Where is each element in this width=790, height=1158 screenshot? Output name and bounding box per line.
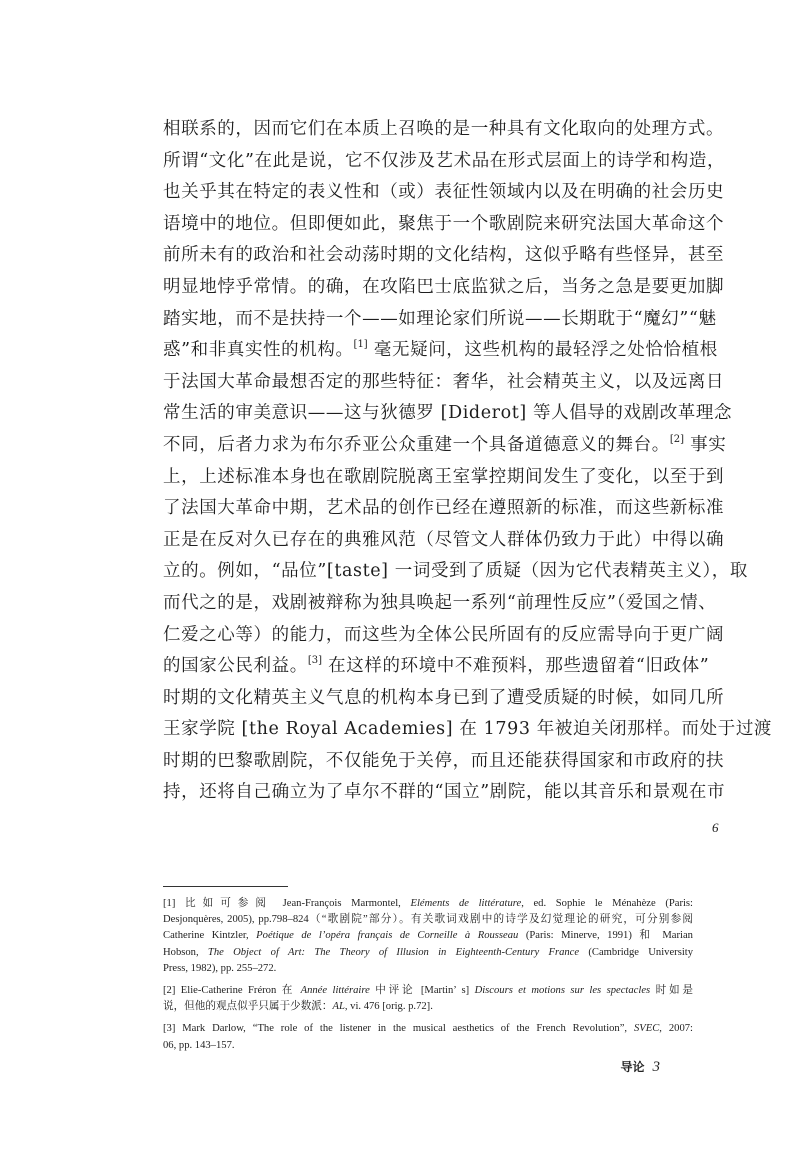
text-line: 了法国大革命中期，艺术品的创作已经在遵照新的标准，而这些新标准 — [163, 498, 725, 519]
note-text: , vi. 476 [orig. p.72]. — [344, 1001, 433, 1013]
footnote-line — [163, 999, 693, 1015]
note-text: 说，但他的观点似乎只属于少数派： — [163, 1001, 333, 1013]
footnotes — [163, 896, 693, 1060]
text-line: 持，还将自己确立为了卓尔不群的“国立”剧院，能以其音乐和景观在市 — [163, 782, 726, 803]
text-line: 上，上述标准本身也在歌剧院脱离王室掌控期间发生了变化，以至于到 — [163, 466, 725, 487]
text-line — [163, 430, 727, 462]
text-line: 于法国大革命最想否定的那些特征：奢华，社会精英主义，以及远离日 — [163, 371, 725, 392]
footnote-3 — [163, 1021, 693, 1053]
text-line: 语境中的地位。但即便如此，聚焦于一个歌剧院来研究法国大革命这个 — [163, 213, 725, 234]
note-title: Eléments de littérature — [410, 898, 522, 909]
note-text: (Cambridge University — [579, 946, 694, 958]
text-segment: 事实 — [690, 434, 727, 455]
footnote-line — [163, 983, 693, 999]
text-line: 时期的巴黎歌剧院，不仅能免于关停，而且还能获得国家和市政府的扶 — [163, 750, 725, 771]
page-number: 3 — [652, 1059, 660, 1075]
note-title: Année littéraire — [300, 984, 370, 996]
text-line: 立的。例如，“品位”[taste] 一词受到了质疑（因为它代表精英主义），取 — [163, 561, 748, 582]
footnote-line — [163, 896, 693, 912]
note-text: Hobson, — [163, 946, 208, 958]
note-title: SVEC — [633, 1023, 660, 1035]
footnote-2 — [163, 983, 693, 1015]
note-text: (Paris: Minerve, 1991) 和 Marian — [518, 930, 693, 942]
text-line: 踏实地，而不是扶持一个——如理论家们所说——长期耽于“魔幻”“魅 — [163, 308, 717, 329]
text-segment: 不同，后者力求为布尔乔亚公众重建一个具备道德意义的舞台。 — [163, 434, 670, 455]
text-line: 时期的文化精英主义气息的机构本身已到了遭受质疑的时候，如同几所 — [163, 687, 725, 708]
note-text: , 2007: — [659, 1023, 693, 1035]
text-segment: 毫无疑问，这些机构的最轻浮之处恰恰植根 — [373, 340, 718, 361]
section-title: 导论 — [620, 1060, 645, 1074]
note-title: Poétique de l’opéra français de Corneille à Rousseau — [256, 930, 519, 942]
note-text: [3] Mark Darlow, “The role of the listener in the musical aesthetics of the French Revolution”, — [163, 1023, 634, 1035]
note-text: 中评论 [Martin’ s] — [369, 984, 475, 996]
text-line: 明显地悖乎常情。的确，在攻陷巴士底监狱之后，当务之急是要更加脚 — [163, 276, 725, 297]
text-line: 相联系的，因而它们在本质上召唤的是一种具有文化取向的处理方式。 — [163, 119, 725, 139]
text-line: 王家学院 [the Royal Academies] 在 1793 年被迫关闭那样。而处于过渡 — [163, 719, 773, 740]
footnote-divider — [163, 886, 288, 887]
note-text: , ed. Sophie le Ménahèze (Paris: — [521, 898, 693, 909]
text-line: 仁爱之心等）的能力，而这些为全体公民所固有的反应需导向于更广阔 — [163, 624, 725, 645]
note-title: Discours et motions sur les spectacles — [474, 984, 651, 996]
note-text: [2] Elie-Catherine Fréron 在 — [163, 984, 301, 996]
footnote-line: Desjonquères, 2005), pp.798–824（“歌剧院”部分）。有关歌词戏剧中的诗学及幻觉理论的研究，可分别参阅 — [163, 914, 693, 926]
footnote-line — [163, 945, 693, 961]
text-line: 而代之的是，戏剧被辩称为独具唤起一系列“前理性反应”（爱国之情、 — [163, 592, 717, 613]
text-line: 所谓“文化”在此是说，它不仅涉及艺术品在形式层面上的诗学和构造， — [163, 150, 726, 171]
margin-number: 6 — [712, 820, 719, 835]
footnote-ref-3[interactable]: [3] — [307, 655, 322, 667]
text-line: 前所未有的政治和社会动荡时期的文化结构，这似乎略有些怪异，甚至 — [163, 245, 725, 266]
text-line — [163, 335, 718, 367]
note-title: AL — [332, 1001, 345, 1013]
footnote-ref-2[interactable]: [2] — [669, 433, 684, 445]
note-text: 时如是 — [650, 984, 694, 996]
text-segment: 惑”和非真实性的机构。 — [163, 340, 354, 361]
text-line — [163, 651, 710, 683]
note-title: The Object of Art: The Theory of Illusion in Eighteenth-Century France — [207, 946, 580, 958]
running-footer — [620, 1058, 660, 1076]
text-line: 也关乎其在特定的表义性和（或）表征性领域内以及在明确的社会历史 — [163, 182, 725, 203]
note-text: Catherine Kintzler, — [163, 930, 257, 942]
text-line: 常生活的审美意识——这与狄德罗 [Diderot] 等人倡导的戏剧改革理念 — [163, 403, 733, 424]
text-segment: 在这样的环境中不难预料，那些遗留着“旧政体” — [328, 656, 710, 677]
footnote-line — [163, 1021, 693, 1037]
text-line: 正是在反对久已存在的典雅风范（尽管文人群体仍致力于此）中得以确 — [163, 529, 725, 550]
footnote-line: 06, pp. 143–157. — [163, 1039, 235, 1051]
text-segment: 的国家公民利益。 — [163, 656, 308, 677]
body-text — [163, 114, 773, 809]
note-text: [1] 比如可参阅 Jean-François Marmontel, — [163, 898, 411, 909]
footnote-line: Press, 1982), pp. 255–272. — [163, 962, 277, 974]
footnote-1 — [163, 896, 693, 977]
footnote-ref-1[interactable]: [1] — [353, 339, 368, 351]
footnote-line — [163, 928, 693, 944]
